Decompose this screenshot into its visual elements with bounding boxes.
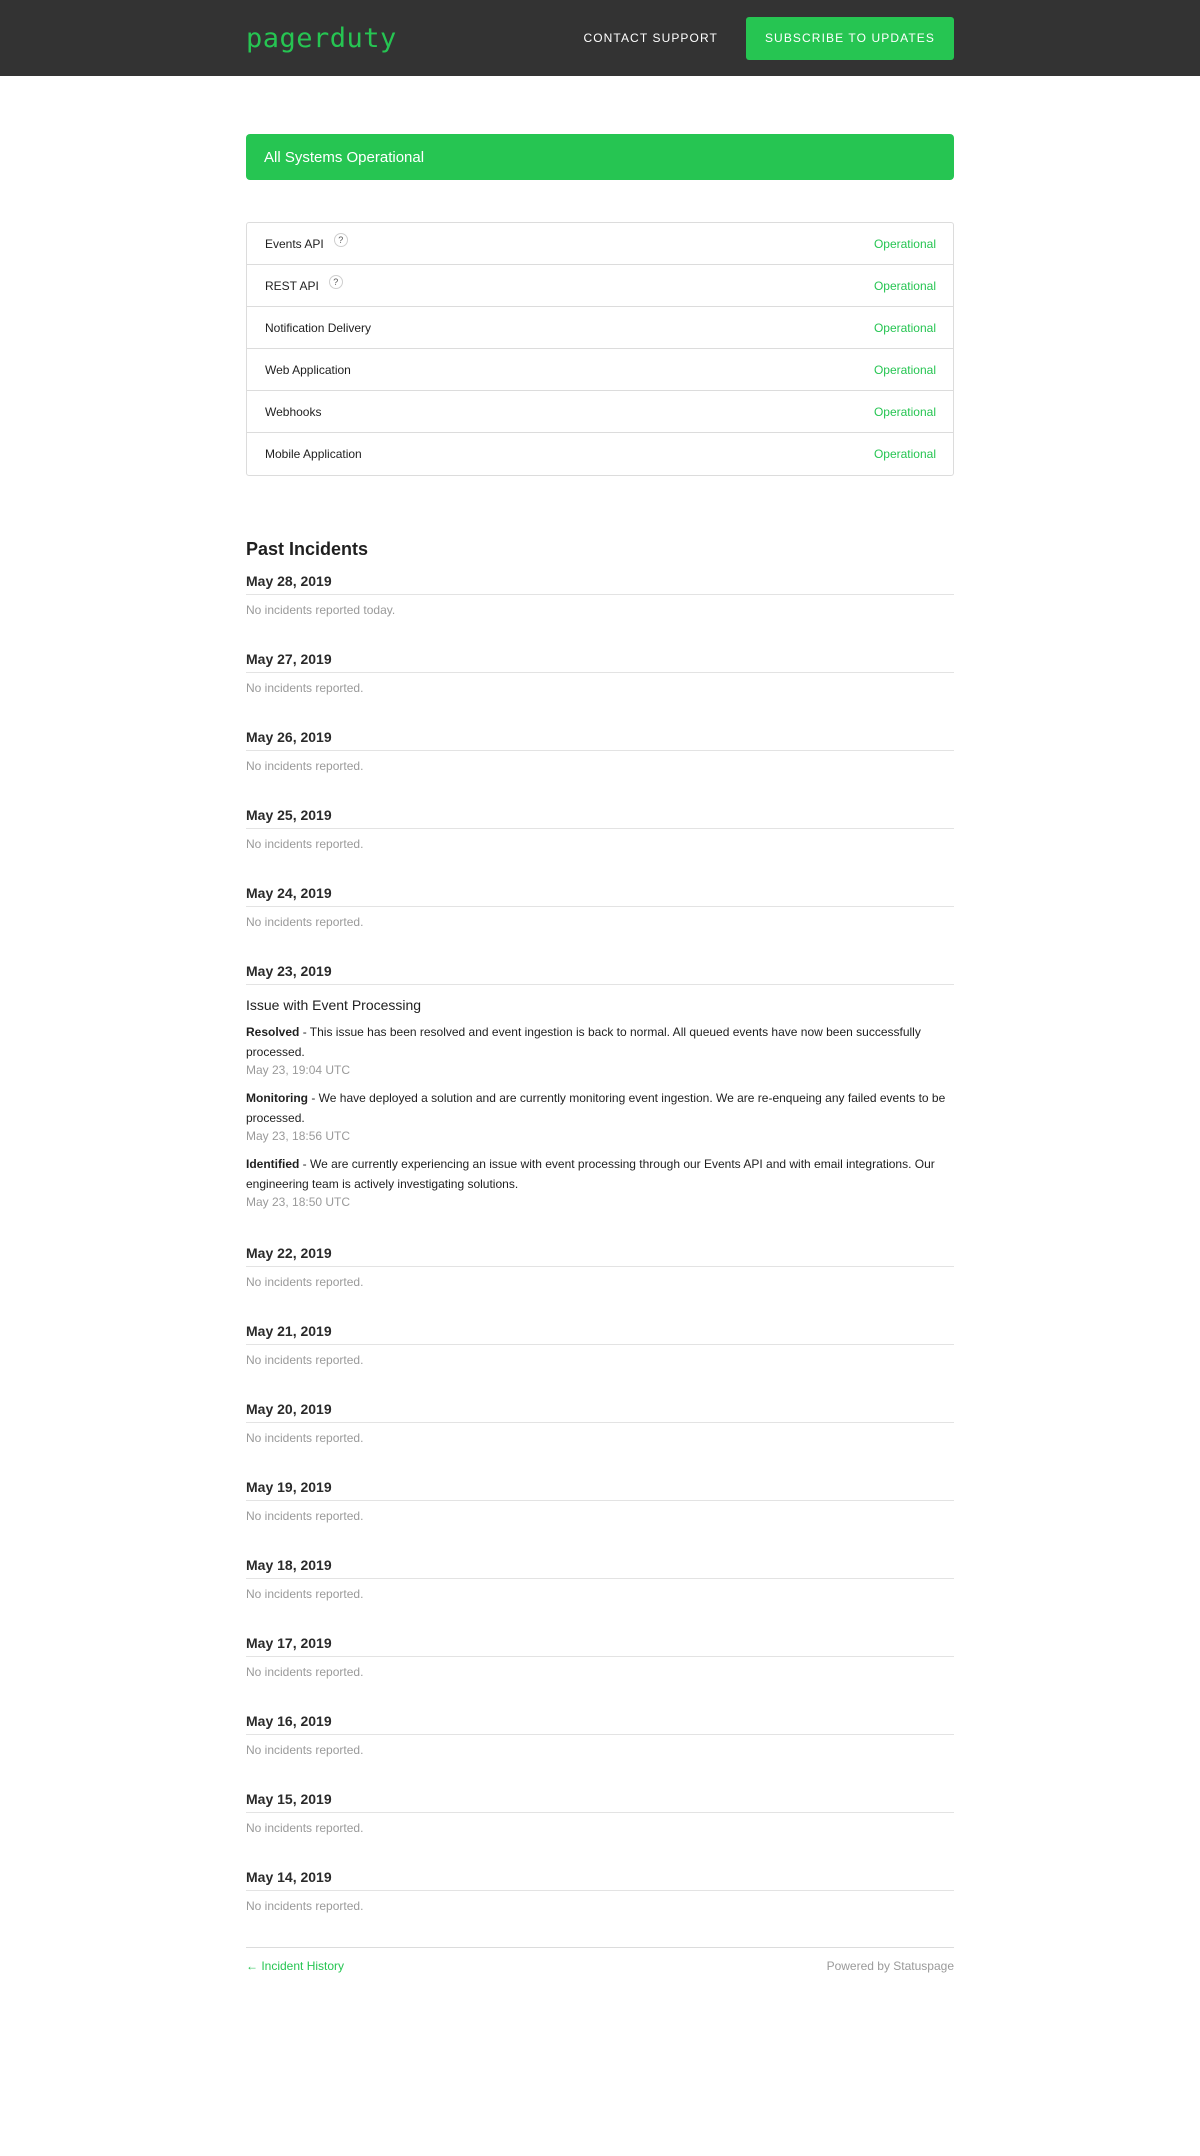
component-status: Operational bbox=[873, 236, 936, 251]
component-name: Notification Delivery bbox=[265, 320, 372, 335]
incident-day bbox=[246, 885, 954, 929]
no-incidents-text: No incidents reported. bbox=[246, 759, 364, 773]
pagerduty-logo[interactable]: pagerduty bbox=[246, 22, 397, 54]
contact-support-link[interactable]: CONTACT SUPPORT bbox=[583, 31, 718, 45]
component-name: REST API bbox=[265, 278, 319, 293]
day-date: May 26, 2019 bbox=[246, 729, 954, 751]
update-status: Identified bbox=[246, 1157, 300, 1171]
incident-day bbox=[246, 807, 954, 851]
update-text: - We are currently experiencing an issue with event processing through our Events API and with email integrations. Our engineering team is actively investigating solutions. bbox=[246, 1157, 935, 1191]
help-icon[interactable]: ? bbox=[329, 275, 343, 289]
header-nav bbox=[583, 17, 954, 60]
no-incidents-text: No incidents reported. bbox=[246, 681, 364, 695]
day-date: May 25, 2019 bbox=[246, 807, 954, 829]
subscribe-button[interactable]: SUBSCRIBE TO UPDATES bbox=[746, 17, 954, 60]
top-bar bbox=[0, 0, 1200, 76]
component-row-web-application bbox=[247, 349, 953, 391]
update-time: May 23, 18:50 UTC bbox=[246, 1195, 351, 1209]
powered-by-link[interactable]: Powered by Statuspage bbox=[826, 1959, 954, 1973]
component-name-wrap bbox=[265, 405, 321, 419]
incident-update bbox=[246, 1022, 954, 1079]
component-name: Web Application bbox=[265, 362, 351, 377]
incident-day bbox=[246, 1557, 954, 1601]
no-incidents-text: No incidents reported. bbox=[246, 1509, 364, 1523]
help-icon[interactable]: ? bbox=[334, 233, 348, 247]
incident-history-link[interactable]: ← Incident History bbox=[246, 1959, 345, 1973]
component-status: Operational bbox=[873, 362, 936, 377]
component-name-wrap bbox=[265, 321, 371, 335]
component-name: Events API bbox=[265, 236, 324, 251]
day-date: May 16, 2019 bbox=[246, 1713, 954, 1735]
update-status: Monitoring bbox=[246, 1091, 308, 1105]
day-date: May 18, 2019 bbox=[246, 1557, 954, 1579]
component-name: Mobile Application bbox=[265, 447, 362, 461]
day-date: May 15, 2019 bbox=[246, 1791, 954, 1813]
component-status: Operational bbox=[873, 320, 936, 335]
update-status: Resolved bbox=[246, 1025, 300, 1039]
top-bar-inner bbox=[246, 0, 954, 76]
no-incidents-text: No incidents reported. bbox=[246, 1743, 364, 1757]
incident-day bbox=[246, 1245, 954, 1289]
day-date: May 20, 2019 bbox=[246, 1401, 954, 1423]
day-date: May 28, 2019 bbox=[246, 573, 954, 595]
status-banner: All Systems Operational bbox=[246, 134, 954, 180]
component-name-wrap bbox=[265, 447, 362, 461]
components-list bbox=[246, 222, 954, 476]
update-time: May 23, 19:04 UTC bbox=[246, 1063, 351, 1077]
main-content bbox=[246, 134, 954, 2013]
no-incidents-text: No incidents reported. bbox=[246, 1431, 364, 1445]
component-row-mobile-application bbox=[247, 433, 953, 475]
incident-day bbox=[246, 1713, 954, 1757]
incident-day bbox=[246, 1323, 954, 1367]
update-time: May 23, 18:56 UTC bbox=[246, 1129, 351, 1143]
component-name-wrap bbox=[265, 276, 343, 293]
no-incidents-text: No incidents reported. bbox=[246, 915, 364, 929]
incident-day bbox=[246, 1635, 954, 1679]
past-incidents-title: Past Incidents bbox=[246, 539, 369, 559]
incident-day bbox=[246, 963, 954, 1211]
incident-day bbox=[246, 651, 954, 695]
incident-day bbox=[246, 1479, 954, 1523]
component-status: Operational bbox=[873, 404, 936, 419]
incident-day bbox=[246, 729, 954, 773]
component-row-notification-delivery bbox=[247, 307, 953, 349]
component-row-rest-api bbox=[247, 265, 953, 307]
update-text: - We have deployed a solution and are currently monitoring event ingestion. We are re-enqueing any failed events to be processed. bbox=[246, 1091, 946, 1125]
incident-day bbox=[246, 1401, 954, 1445]
incident-update bbox=[246, 1154, 954, 1211]
component-name-wrap bbox=[265, 234, 348, 251]
no-incidents-text: No incidents reported. bbox=[246, 1587, 364, 1601]
component-row-events-api bbox=[247, 223, 953, 265]
component-name: Webhooks bbox=[265, 404, 322, 419]
no-incidents-text: No incidents reported. bbox=[246, 1275, 364, 1289]
no-incidents-text: No incidents reported. bbox=[246, 1899, 364, 1913]
page-footer bbox=[246, 1947, 954, 2013]
day-date: May 21, 2019 bbox=[246, 1323, 954, 1345]
day-date: May 23, 2019 bbox=[246, 963, 954, 985]
no-incidents-text: No incidents reported. bbox=[246, 1353, 364, 1367]
no-incidents-text: No incidents reported. bbox=[246, 1665, 364, 1679]
incident-day bbox=[246, 1869, 954, 1913]
day-date: May 27, 2019 bbox=[246, 651, 954, 673]
incident-day bbox=[246, 1791, 954, 1835]
day-date: May 14, 2019 bbox=[246, 1869, 954, 1891]
incident-days bbox=[246, 573, 954, 1913]
update-text: - This issue has been resolved and event ingestion is back to normal. All queued events have now been successfully processed. bbox=[246, 1025, 921, 1059]
component-row-webhooks bbox=[247, 391, 953, 433]
component-name-wrap bbox=[265, 363, 351, 377]
incident-day bbox=[246, 573, 954, 617]
day-date: May 22, 2019 bbox=[246, 1245, 954, 1267]
incident-title-link[interactable]: Issue with Event Processing bbox=[246, 997, 422, 1013]
no-incidents-text: No incidents reported. bbox=[246, 837, 364, 851]
day-date: May 17, 2019 bbox=[246, 1635, 954, 1657]
component-status: Operational bbox=[873, 447, 936, 461]
day-date: May 24, 2019 bbox=[246, 885, 954, 907]
no-incidents-text: No incidents reported today. bbox=[246, 603, 396, 617]
component-status: Operational bbox=[873, 278, 936, 293]
no-incidents-text: No incidents reported. bbox=[246, 1821, 364, 1835]
incident-update bbox=[246, 1088, 954, 1145]
day-date: May 19, 2019 bbox=[246, 1479, 954, 1501]
